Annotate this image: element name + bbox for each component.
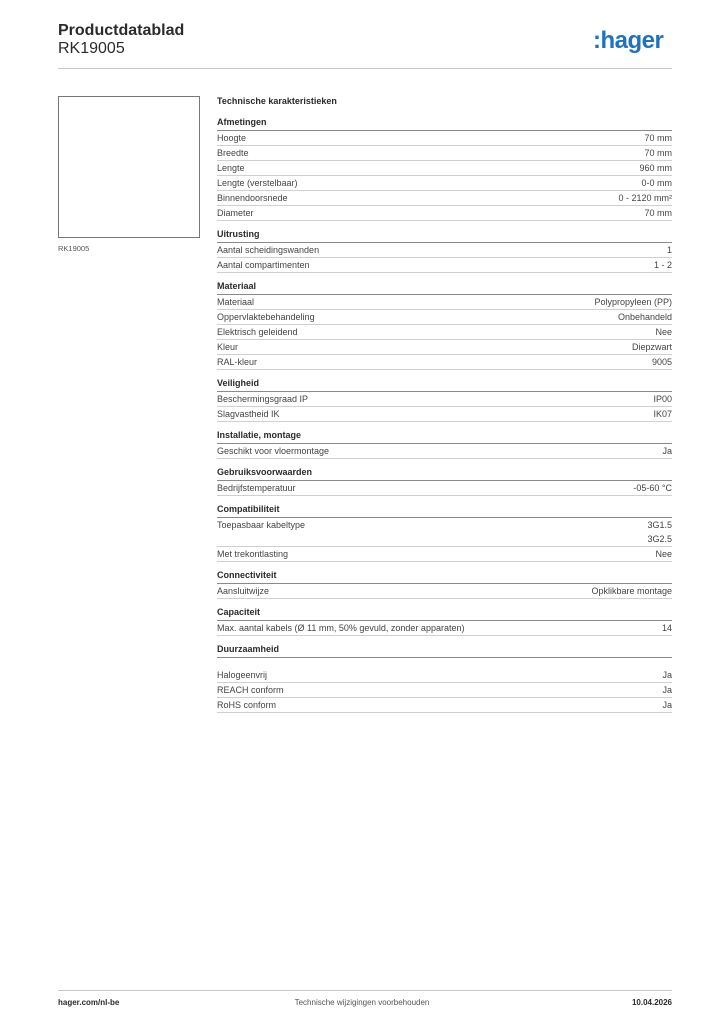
spec-section — [217, 281, 672, 370]
section-title: Duurzaamheid — [217, 644, 672, 658]
spec-section — [217, 430, 672, 459]
spec-value-line: 0 - 2120 mm² — [618, 193, 672, 203]
spec-row — [217, 131, 672, 146]
spec-section — [217, 229, 672, 273]
footer-notice: Technische wijzigingen voorbehouden — [294, 998, 430, 1007]
spec-value — [644, 131, 672, 145]
spec-value — [667, 243, 672, 257]
spec-value — [655, 547, 672, 561]
spec-value-line: Ja — [662, 670, 672, 680]
spec-row — [217, 355, 672, 370]
spec-value-line: 3G1.5 — [647, 520, 672, 530]
spec-label: Lengte — [217, 163, 245, 173]
spec-label: Slagvastheid IK — [217, 409, 280, 419]
spec-label: Breedte — [217, 148, 249, 158]
spec-value — [654, 258, 672, 272]
spec-section — [217, 644, 672, 713]
spec-value-line: 70 mm — [644, 148, 672, 158]
spec-label: Kleur — [217, 342, 239, 352]
section-title: Uitrusting — [217, 229, 672, 243]
spec-value — [662, 698, 672, 712]
spec-value-line: 9005 — [651, 357, 672, 367]
spec-value-line: Diepzwart — [631, 342, 672, 352]
spec-value — [652, 355, 672, 369]
spec-value — [633, 481, 672, 495]
spec-value-line: 3G2.5 — [647, 534, 672, 544]
spec-value-line: 1 - 2 — [653, 260, 672, 270]
spec-row — [217, 518, 672, 547]
spec-heading: Technische karakteristieken — [217, 96, 337, 106]
spec-row — [217, 444, 672, 459]
spec-section — [217, 467, 672, 496]
section-title: Gebruiksvoorwaarden — [217, 467, 672, 481]
spec-section — [217, 607, 672, 636]
spec-value — [591, 584, 672, 598]
spec-label: Aantal compartimenten — [217, 260, 310, 270]
spec-value-line: IP00 — [653, 394, 672, 404]
spec-value-line: 70 mm — [644, 133, 672, 143]
spec-label: Lengte (verstelbaar) — [217, 178, 298, 188]
spec-label: Hoogte — [217, 133, 247, 143]
spec-value-line: Opklikbare montage — [591, 586, 672, 596]
spec-row — [217, 621, 672, 636]
spec-row — [217, 698, 672, 713]
spec-value — [655, 325, 672, 339]
spec-row — [217, 668, 672, 683]
spec-value — [647, 518, 672, 546]
spec-label: Geschikt voor vloermontage — [217, 446, 330, 456]
spec-label: Max. aantal kabels (Ø 11 mm, 50% gevuld, zonder apparaten) — [217, 623, 465, 633]
section-title: Capaciteit — [217, 607, 672, 621]
spec-value — [662, 668, 672, 682]
spec-value — [618, 191, 672, 205]
spec-value — [662, 444, 672, 458]
spec-row — [217, 683, 672, 698]
spec-row — [217, 340, 672, 355]
spec-value-line: Polypropyleen (PP) — [594, 297, 672, 307]
spec-row — [217, 258, 672, 273]
spec-label: RAL-kleur — [217, 357, 258, 367]
footer-website-link[interactable]: hager.com/nl-be — [58, 998, 120, 1007]
spec-section — [217, 504, 672, 562]
spec-value-line: 1 — [666, 245, 672, 255]
spec-label: Aantal scheidingswanden — [217, 245, 320, 255]
spec-row — [217, 325, 672, 340]
spec-label: Binnendoorsnede — [217, 193, 288, 203]
header-divider — [58, 68, 672, 69]
spec-label: Bedrijfstemperatuur — [217, 483, 296, 493]
spec-value-line: Nee — [655, 327, 672, 337]
spec-value — [594, 295, 672, 309]
spec-label: Met trekontlasting — [217, 549, 289, 559]
spec-value-line: -05-60 °C — [633, 483, 672, 493]
spec-label: RoHS conform — [217, 700, 277, 710]
spec-value — [644, 146, 672, 160]
section-title: Compatibiliteit — [217, 504, 672, 518]
product-image-caption: RK19005 — [58, 244, 90, 253]
spec-section — [217, 378, 672, 422]
spec-value-line: Ja — [662, 446, 672, 456]
spec-row — [217, 295, 672, 310]
spec-label: Toepasbaar kabeltype — [217, 520, 306, 530]
spec-row — [217, 481, 672, 496]
spec-value — [653, 392, 672, 406]
spec-label: Elektrisch geleidend — [217, 327, 298, 337]
spec-label: REACH conform — [217, 685, 284, 695]
spec-value-line: 14 — [661, 623, 672, 633]
spec-value — [644, 206, 672, 220]
spec-value — [641, 176, 672, 190]
spec-value-line: Nee — [655, 549, 672, 559]
spec-value-line: 0-0 mm — [641, 178, 672, 188]
spec-row — [217, 407, 672, 422]
section-title: Connectiviteit — [217, 570, 672, 584]
spec-row — [217, 584, 672, 599]
spec-section — [217, 117, 672, 221]
spec-value — [632, 340, 672, 354]
spec-value — [653, 407, 672, 421]
section-title: Afmetingen — [217, 117, 672, 131]
spec-row — [217, 243, 672, 258]
hager-logo: :hager — [593, 27, 664, 54]
spec-label: Halogeenvrij — [217, 670, 268, 680]
spec-sections — [217, 117, 672, 713]
section-title: Installatie, montage — [217, 430, 672, 444]
spec-row — [217, 191, 672, 206]
spec-value — [662, 621, 672, 635]
spec-table — [217, 94, 672, 721]
spec-value-line: 70 mm — [644, 208, 672, 218]
spec-label: Diameter — [217, 208, 254, 218]
spec-value-line: Onbehandeld — [617, 312, 672, 322]
section-title: Veiligheid — [217, 378, 672, 392]
product-code: RK19005 — [58, 40, 125, 57]
section-title: Materiaal — [217, 281, 672, 295]
spec-value-line: IK07 — [653, 409, 672, 419]
spec-row — [217, 146, 672, 161]
spec-label: Beschermingsgraad IP — [217, 394, 309, 404]
footer-divider — [58, 990, 672, 991]
spec-row — [217, 206, 672, 221]
spec-section — [217, 570, 672, 599]
spec-row — [217, 310, 672, 325]
spec-row — [217, 547, 672, 562]
spec-value-line: Ja — [662, 685, 672, 695]
spec-value — [618, 310, 672, 324]
spec-value — [662, 683, 672, 697]
section-spacer — [217, 658, 672, 668]
spec-label: Aansluitwijze — [217, 586, 270, 596]
page-title: Productdatablad — [58, 22, 185, 39]
spec-row — [217, 161, 672, 176]
spec-row — [217, 392, 672, 407]
spec-value-line: Ja — [662, 700, 672, 710]
product-image — [58, 96, 200, 238]
spec-row — [217, 176, 672, 191]
spec-label: Oppervlaktebehandeling — [217, 312, 315, 322]
spec-value-line: 960 mm — [639, 163, 672, 173]
spec-value — [639, 161, 672, 175]
footer-date: 10.04.2026 — [631, 998, 672, 1007]
spec-label: Materiaal — [217, 297, 255, 307]
